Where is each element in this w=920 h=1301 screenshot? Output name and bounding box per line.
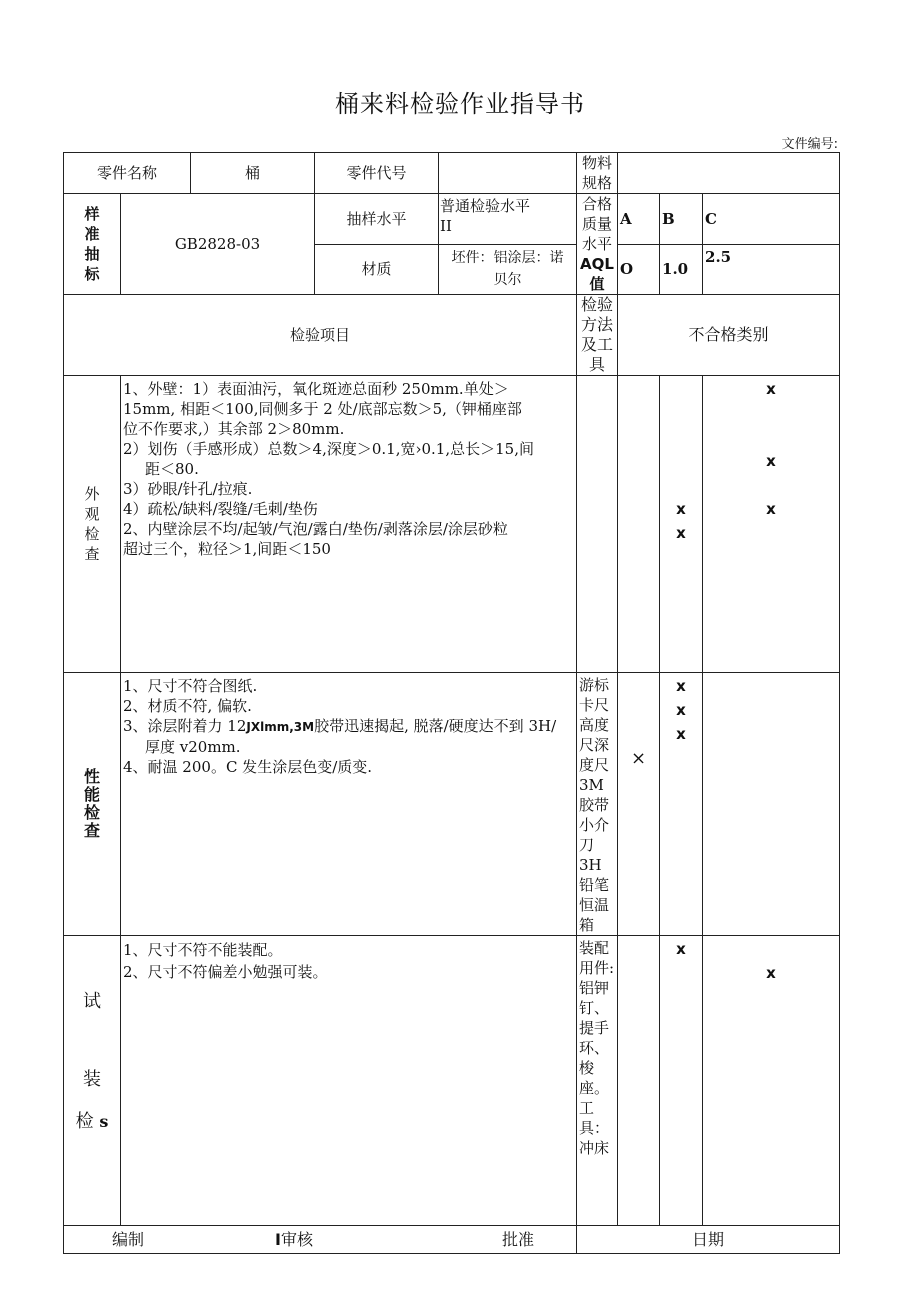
inspection-table bbox=[63, 152, 840, 1254]
material-spec-label: 物料规格 bbox=[577, 153, 618, 194]
appearance-marks-a bbox=[618, 376, 660, 673]
list-item: 距＜80. bbox=[145, 460, 199, 478]
performance-section-row bbox=[64, 673, 840, 936]
appearance-items bbox=[121, 376, 577, 673]
item-column-header: 检验项目 bbox=[64, 295, 577, 376]
performance-mark-a: × bbox=[618, 673, 660, 936]
column-header-row bbox=[64, 295, 840, 376]
sampling-row-1 bbox=[64, 194, 840, 245]
aql-a-value: O bbox=[618, 244, 660, 295]
performance-section-label: 性能检查 bbox=[64, 673, 121, 936]
footer-row bbox=[64, 1226, 840, 1254]
assembly-section-row bbox=[64, 936, 840, 1226]
appearance-section-row bbox=[64, 376, 840, 673]
appearance-method bbox=[577, 376, 618, 673]
defect-mark: x bbox=[676, 725, 686, 743]
assembly-method: 装配用件: 铝钾 钉、提手环、梭 座。 工具：冲床 bbox=[577, 936, 618, 1226]
aql-label: 合格质量水平 AQL 值 bbox=[577, 194, 618, 295]
material-spec-value bbox=[618, 153, 840, 194]
review-label: I审核 bbox=[275, 1230, 313, 1249]
part-name-label: 零件名称 bbox=[64, 153, 191, 194]
aql-a-label: A bbox=[618, 194, 660, 245]
aql-c-value: 2.5 bbox=[703, 244, 840, 295]
assembly-section-label: 试 装 检 s bbox=[64, 936, 121, 1226]
aql-b-label: B bbox=[660, 194, 703, 245]
part-code-value bbox=[439, 153, 577, 194]
performance-items bbox=[121, 673, 577, 936]
appearance-marks-b bbox=[660, 376, 703, 673]
sampling-standard-label: 样准抽标 bbox=[64, 194, 121, 295]
aql-c-label: C bbox=[703, 194, 840, 245]
material-label: 材质 bbox=[315, 244, 439, 295]
defect-mark: x bbox=[766, 964, 776, 982]
assembly-marks-c bbox=[703, 936, 840, 1226]
method-column-header: 检验方法及工具 bbox=[577, 295, 618, 376]
list-item: 2、材质不符, 偏软. bbox=[123, 697, 252, 715]
sampling-standard-value: GB2828-03 bbox=[121, 194, 315, 295]
assembly-marks-b bbox=[660, 936, 703, 1226]
material-value: 坯件：铝涂层：诺 贝尔 bbox=[439, 244, 577, 295]
sampling-level-label: 抽样水平 bbox=[315, 194, 439, 245]
list-item: 1、尺寸不符合图纸. bbox=[123, 677, 258, 695]
defect-mark: x bbox=[676, 940, 686, 958]
list-item: 1、尺寸不符不能装配。 bbox=[123, 941, 283, 959]
defect-mark: x bbox=[676, 701, 686, 719]
document-title: 桶来料检验作业指导书 bbox=[335, 90, 585, 118]
signature-cell bbox=[64, 1226, 577, 1254]
defect-mark: x bbox=[676, 500, 686, 518]
list-item: 2、尺寸不符偏差小勉强可装。 bbox=[123, 963, 328, 981]
list-item: 4、耐温 200。C 发生涂层色变/质变. bbox=[123, 758, 373, 776]
list-item: 厚度 v20mm. bbox=[145, 738, 241, 756]
sampling-level-value: 普通检验水平 II bbox=[439, 194, 577, 245]
part-name-value: 桶 bbox=[191, 153, 315, 194]
document-number-label: 文件编号: bbox=[781, 137, 838, 152]
list-item: 1、外壁：1）表面油污，氧化斑迹总面秒 250mm.单处＞ bbox=[123, 380, 509, 398]
list-item: 3）砂眼/针孔/拉痕. bbox=[123, 480, 253, 498]
aql-b-value: 1.0 bbox=[660, 244, 703, 295]
date-label: 日期 bbox=[577, 1226, 840, 1254]
defect-mark: x bbox=[766, 452, 776, 470]
defect-mark: x bbox=[766, 380, 776, 398]
list-item: 2）划伤（手感形成）总数＞4,深度＞0.1,宽›0.1,总长＞15,间 bbox=[123, 440, 534, 458]
appearance-section-label: 外 观 检 查 bbox=[64, 376, 121, 673]
defect-class-column-header: 不合格类别 bbox=[618, 295, 840, 376]
part-code-label: 零件代号 bbox=[315, 153, 439, 194]
defect-mark: x bbox=[766, 500, 776, 518]
appearance-marks-c bbox=[703, 376, 840, 673]
performance-marks-b bbox=[660, 673, 703, 936]
performance-method: 游标卡尺高度尺深 度尺 3M 胶带小介 刀 3H 铅笔恒温箱 bbox=[577, 673, 618, 936]
prepared-label: 编制 bbox=[112, 1230, 145, 1249]
performance-marks-c bbox=[703, 673, 840, 936]
defect-mark: x bbox=[676, 524, 686, 542]
header-row bbox=[64, 153, 840, 194]
list-item: 15mm, 相距＜100,同侧多于 2 处/底部忘数＞5,（钾桶座部 bbox=[123, 400, 522, 418]
defect-mark: x bbox=[676, 677, 686, 695]
assembly-items bbox=[121, 936, 577, 1226]
assembly-marks-a bbox=[618, 936, 660, 1226]
list-item: 超过三个，粒径＞1,间距＜150 bbox=[123, 540, 331, 558]
list-item: 位不作要求,）其余部 2＞80mm. bbox=[123, 420, 345, 438]
list-item: 3、涂层附着力 12JXlmm,3M胶带迅速揭起, 脱落/硬度达不到 3H/ bbox=[123, 717, 557, 735]
list-item: 2、内壁涂层不均/起皱/气泡/露白/垫伤/剥落涂层/涂层砂粒 bbox=[123, 520, 508, 538]
list-item: 4）疏松/缺料/裂缝/毛刺/垫伤 bbox=[123, 500, 318, 518]
approve-label: 批准 bbox=[502, 1230, 535, 1249]
